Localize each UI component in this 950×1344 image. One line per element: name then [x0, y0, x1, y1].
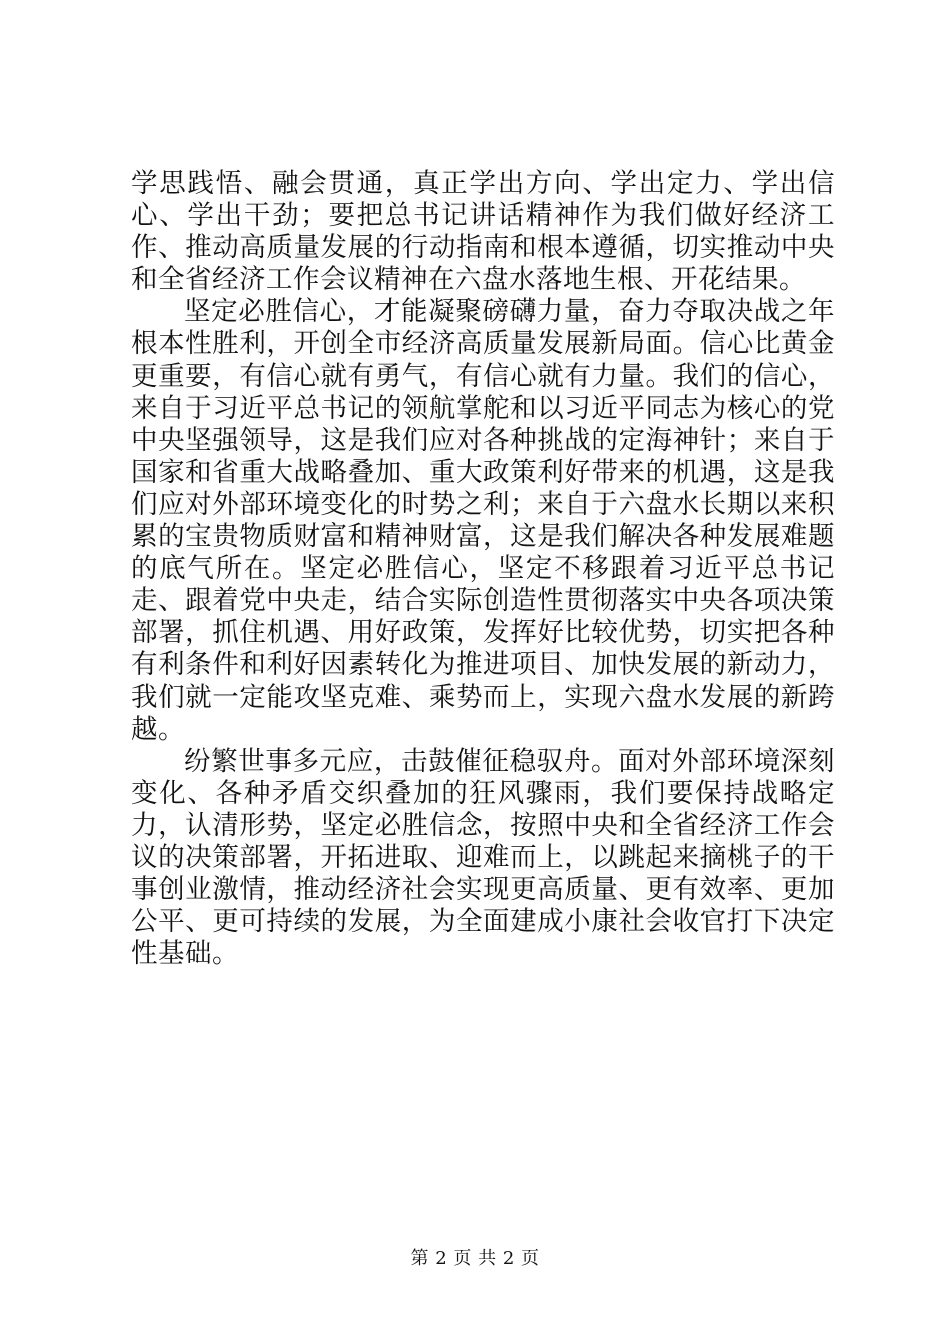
paragraph-continued: 学思践悟、融会贯通，真正学出方向、学出定力、学出信心、学出干劲；要把总书记讲话精神作为我们做好经济工作、推动高质量发展的行动指南和根本遵循，切实推动中央和全省经济工作会议精神在六盘水落地生根、开花结果。: [131, 168, 835, 296]
document-body: [131, 168, 835, 970]
page-footer: 第 2 页 共 2 页: [410, 1248, 540, 1269]
paragraph-conclusion: 纷繁世事多元应，击鼓催征稳驭舟。面对外部环境深刻变化、各种矛盾交织叠加的狂风骤雨，我们要保持战略定力，认清形势，坚定必胜信念，按照中央和全省经济工作会议的决策部署，开拓进取、迎难而上，以跳起来摘桃子的干事创业激情，推动经济社会实现更高质量、更有效率、更加公平、更可持续的发展，为全面建成小康社会收官打下决定性基础。: [131, 745, 835, 970]
paragraph-confidence: 坚定必胜信心，才能凝聚磅礴力量，奋力夺取决战之年根本性胜利，开创全市经济高质量发展新局面。信心比黄金更重要，有信心就有勇气，有信心就有力量。我们的信心，来自于习近平总书记的领航掌舵和以习近平同志为核心的党中央坚强领导，这是我们应对各种挑战的定海神针；来自于国家和省重大战略叠加、重大政策利好带来的机遇，这是我们应对外部环境变化的时势之利；来自于六盘水长期以来积累的宝贵物质财富和精神财富，这是我们解决各种发展难题的底气所在。坚定必胜信心，坚定不移跟着习近平总书记走、跟着党中央走，结合实际创造性贯彻落实中央各项决策部署，抓住机遇、用好政策，发挥好比较优势，切实把各种有利条件和利好因素转化为推进项目、加快发展的新动力，我们就一定能攻坚克难、乘势而上，实现六盘水发展的新跨越。: [131, 296, 835, 745]
